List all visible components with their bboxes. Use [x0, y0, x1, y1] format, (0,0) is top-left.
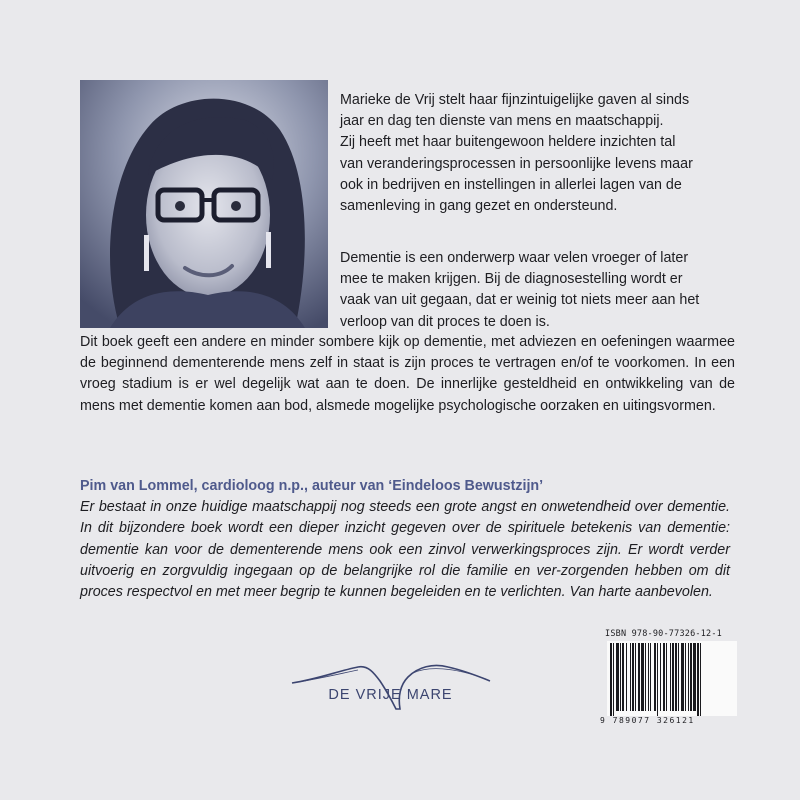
bio-line: Zij heeft met haar buitengewoon heldere inzichten tal	[340, 134, 676, 151]
publisher-name: DE VRIJE MARE	[328, 687, 453, 703]
description-intro	[340, 248, 740, 333]
bio-line: ook in bedrijven en instellingen in allerlei lagen van de	[340, 176, 682, 193]
bio-line: jaar en dag ten dienste van mens en maatschappij.	[340, 113, 664, 130]
isbn-label: ISBN 978-90-77326-12-1	[605, 629, 722, 639]
author-bio	[340, 90, 740, 217]
description-line: mee te maken krijgen. Bij de diagnosestelling wordt er	[340, 271, 683, 288]
barcode-icon	[607, 641, 737, 716]
description-line: Dementie is een onderwerp waar velen vroeger of later	[340, 250, 689, 266]
bio-line: samenleving in gang gezet en ondersteund.	[340, 198, 618, 215]
description-line: verloop van dit proces te doen is.	[340, 313, 550, 330]
barcode-digits: 9 789077 326121	[600, 716, 695, 725]
endorsement-author: Pim van Lommel, cardioloog n.p., auteur van ‘Eindeloos Bewustzijn’	[80, 478, 544, 494]
bio-line: van veranderingsprocessen in persoonlijke levens maar	[340, 155, 693, 172]
author-photo	[80, 80, 328, 328]
endorsement-quote: Er bestaat in onze huidige maatschappij nog steeds een grote angst en onwetendheid over dementie. In dit bijzondere boek wordt een dieper inzicht gegeven over de spirituele betekenis van dementie: dementie kan voor de dementerende mens ook een zinvol verwerkingsproces zijn. Er wordt verder uitvoerig en zorgvuldig ingegaan op de belangrijke rol die familie en ver-zorgenden hebben om dit proces respectvol en met meer begrip te kunnen begeleiden en te verlichten. Van harte aanbevolen.	[80, 499, 730, 601]
description-body: Dit boek geeft een andere en minder sombere kijk op dementie, met adviezen en oefeningen waarmee de beginnend dementerende mens zelf in staat is zijn proces te vertragen en/of te voorkomen. In een vroeg stadium is er wel degelijk wat aan te doen. De innerlijke gesteldheid en ontwikkeling van de mens met dementie komen aan bod, alsmede mogelijke psychologische oorzaken en uitingsvormen.	[80, 334, 735, 414]
bio-line: Marieke de Vrij stelt haar fijnzintuigelijke gaven al sinds	[340, 92, 690, 108]
publisher-logo	[288, 657, 493, 717]
description-line: vaak van uit gegaan, dat er weinig tot niets meer aan het	[340, 292, 700, 309]
